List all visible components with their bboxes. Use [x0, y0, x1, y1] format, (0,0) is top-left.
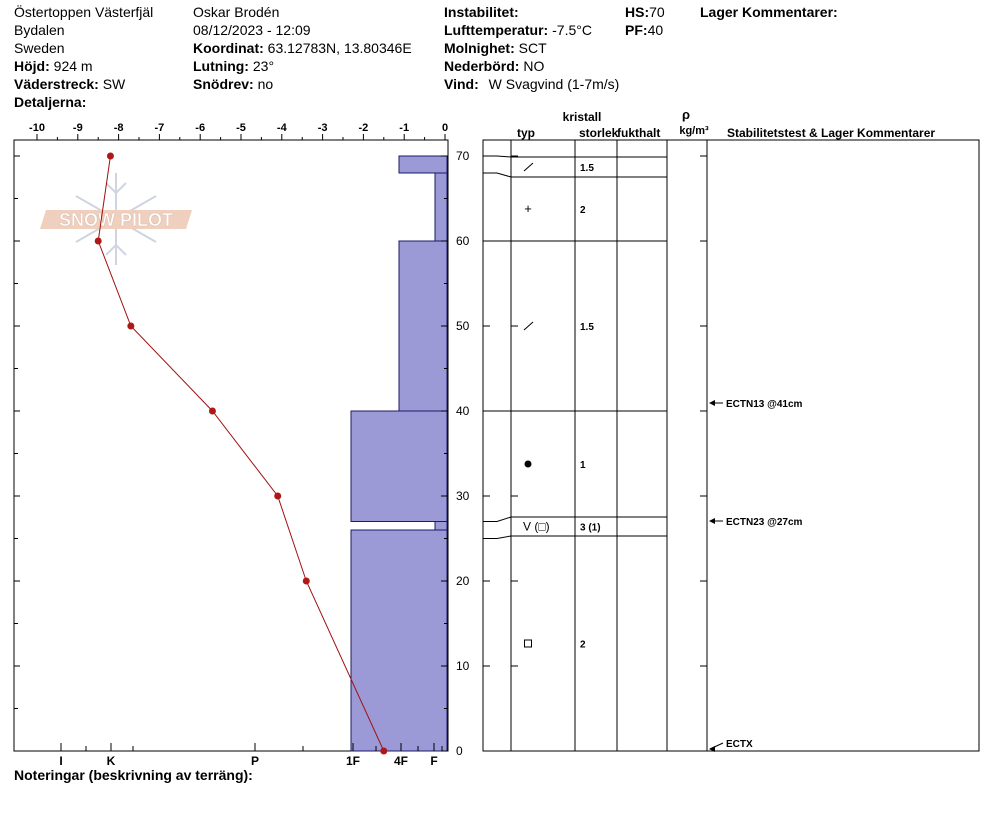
- precip-value: NO: [523, 58, 545, 74]
- observer-name: Oskar Brodén: [193, 4, 280, 20]
- hardness-bar: [399, 156, 447, 173]
- height-tick-label: 20: [456, 574, 470, 588]
- hardness-bars: [351, 156, 447, 751]
- header-kristall: kristall: [562, 110, 602, 124]
- aspect-label: Väderstreck:: [14, 76, 99, 92]
- height-tick-label: 60: [456, 234, 470, 248]
- hardness-tick-label: 1F: [345, 754, 361, 768]
- height-tick-label: 70: [456, 149, 470, 163]
- country-name: Sweden: [14, 40, 65, 56]
- stability-test-label: ECTN13 @41cm: [726, 399, 803, 410]
- airtemp-value: -7.5°C: [552, 22, 592, 38]
- crystal-symbol-rounded-grains-icon: [525, 461, 532, 468]
- stability-tests: [709, 399, 803, 752]
- drift-value: no: [257, 76, 274, 92]
- hardness-bar: [399, 241, 447, 411]
- temp-tick-label: -10: [29, 122, 45, 134]
- temp-tick-label: -4: [276, 122, 287, 134]
- layer-connector: [483, 536, 511, 539]
- crystal-size: 1.5: [580, 322, 594, 333]
- header-fukthalt: fukthalt: [617, 126, 661, 140]
- hardness-tick-label: 4F: [393, 754, 409, 768]
- slope-label: Lutning:: [193, 58, 249, 74]
- hardness-bar: [351, 530, 447, 751]
- coordinate-label: Koordinat:: [193, 40, 264, 56]
- header-typ: typ: [517, 126, 535, 140]
- hs-label: HS:: [625, 4, 650, 20]
- temperature-point: [303, 578, 310, 585]
- temp-tick-label: -3: [317, 122, 328, 134]
- hardness-bar: [351, 411, 447, 522]
- elevation-value: 924 m: [53, 58, 93, 74]
- height-tick-label: 40: [456, 404, 470, 418]
- sky-label: Molnighet:: [444, 40, 515, 56]
- observation-datetime: 08/12/2023 - 12:09: [193, 22, 311, 38]
- drift-label: Snödrev:: [193, 76, 254, 92]
- pf-label: PF:: [625, 22, 648, 38]
- hardness-tick-label: F: [430, 754, 438, 768]
- arrow-left-icon: [709, 518, 715, 524]
- region-name: Bydalen: [14, 22, 65, 38]
- temp-tick-label: -7: [154, 122, 165, 134]
- temperature-point: [107, 153, 114, 160]
- header-rho: ρ: [681, 107, 691, 122]
- details-label: Detaljerna:: [14, 94, 87, 110]
- temp-tick-label: -9: [72, 122, 83, 134]
- temp-tick-label: -1: [399, 122, 410, 134]
- location-name: Östertoppen Västerfjäl: [14, 4, 154, 20]
- aspect-value: SW: [102, 76, 126, 92]
- crystal-size: 3 (1): [580, 522, 601, 534]
- temperature-line: [98, 156, 384, 751]
- stability-test-label: ECTN23 @27cm: [726, 517, 803, 528]
- arrow-left-icon: [709, 400, 715, 406]
- sky-value: SCT: [518, 40, 547, 56]
- crystal-size: 1: [580, 460, 586, 471]
- temp-tick-label: -5: [236, 122, 246, 134]
- hardness-tick-label: P: [250, 754, 260, 768]
- pf-value: 40: [647, 22, 664, 38]
- crystal-size: 2: [580, 205, 586, 216]
- temp-tick-label: -6: [195, 122, 206, 134]
- crystal-symbol-fragments-icon: [524, 322, 533, 330]
- temperature-point: [274, 493, 281, 500]
- wind-value: W Svagvind (1-7m/s): [488, 76, 620, 92]
- coordinate-value: 63.12783N, 13.80346E: [267, 40, 412, 56]
- temperature-profile: [95, 153, 388, 755]
- temperature-point: [127, 323, 134, 330]
- instability-label: Instabilitet:: [444, 4, 519, 20]
- elevation-label: Höjd:: [14, 58, 50, 74]
- temperature-point: [95, 238, 102, 245]
- temperature-point: [380, 748, 387, 755]
- layer-connector: [483, 156, 511, 157]
- hardness-bar: [435, 173, 447, 241]
- temperature-axis: [29, 122, 448, 140]
- hs-value: 70: [649, 4, 665, 20]
- temp-tick-label: -8: [113, 122, 124, 134]
- wind-label: Vind:: [444, 76, 479, 92]
- stability-test-label: ECTX: [726, 739, 753, 750]
- height-tick-label: 10: [456, 659, 470, 673]
- layer-connector: [483, 517, 511, 522]
- slope-value: 23°: [252, 58, 275, 74]
- layer-comments-label: Lager Kommentarer:: [700, 4, 838, 20]
- hardness-tick-label: I: [59, 754, 63, 768]
- snowpilot-watermark: [40, 173, 192, 265]
- layer-table-frame: [483, 140, 979, 751]
- layer-connector: [483, 173, 511, 177]
- height-tick-label: 0: [456, 744, 463, 758]
- temperature-point: [209, 408, 216, 415]
- airtemp-label: Lufttemperatur:: [444, 22, 549, 38]
- crystal-symbol-fragments-icon: [524, 163, 533, 171]
- precip-label: Nederbörd:: [444, 58, 520, 74]
- header-density-unit: kg/m³: [679, 125, 709, 137]
- notes-label: Noteringar (beskrivning av terräng):: [14, 767, 253, 783]
- header-storlek: storlek: [579, 126, 619, 140]
- height-tick-label: 50: [456, 319, 470, 333]
- crystal-symbol-depth-hoar-icon: V (□): [523, 519, 550, 534]
- hardness-tick-label: K: [106, 754, 116, 768]
- crystal-symbol-new-snow-icon: +: [524, 201, 532, 216]
- height-tick-label: 30: [456, 489, 470, 503]
- hardness-bar: [435, 522, 447, 531]
- temp-tick-label: -2: [358, 122, 369, 134]
- crystal-size: 1.5: [580, 163, 594, 174]
- crystal-symbol-faceted-icon: [525, 640, 532, 647]
- header-stability: Stabilitetstest & Lager Kommentarer: [727, 126, 936, 140]
- crystal-size: 2: [580, 639, 586, 651]
- watermark-text: SNOW PILOT: [59, 210, 173, 230]
- temp-tick-label: 0: [441, 122, 449, 134]
